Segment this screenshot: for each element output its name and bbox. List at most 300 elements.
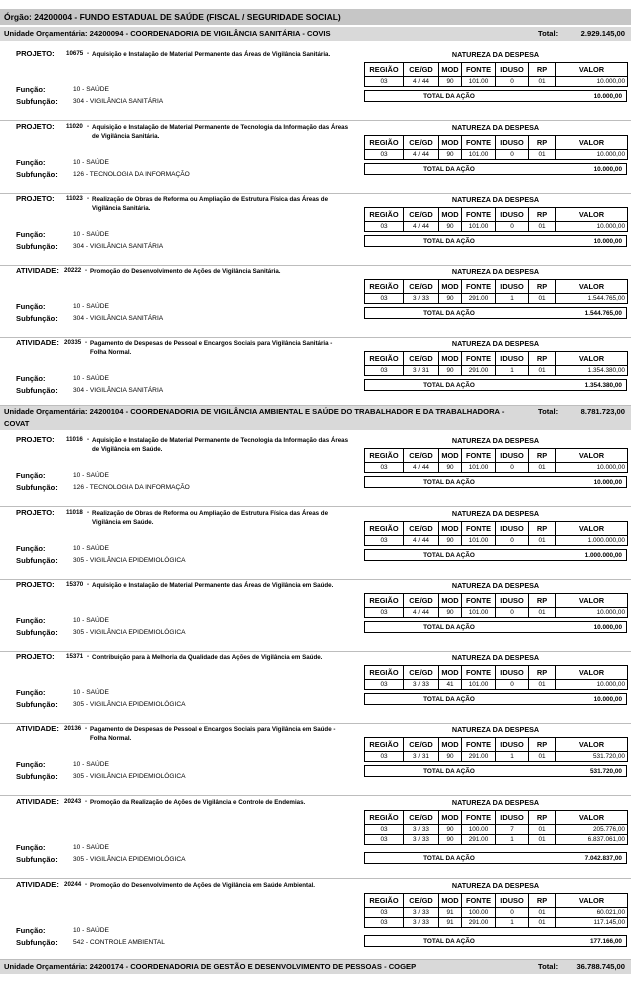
cell-regiao: 03 xyxy=(365,150,404,160)
total-acao-value: 177.166,00 xyxy=(590,938,622,945)
funcao-code: 10 xyxy=(73,303,81,310)
funcao-separator: - xyxy=(80,689,87,696)
funcao-separator: - xyxy=(80,545,87,552)
action-type-label: ATIVIDADE: xyxy=(16,338,59,347)
funcao-label: Função: xyxy=(16,230,46,239)
total-acao-label: TOTAL DA AÇÃO xyxy=(423,479,475,486)
funcao-label: Função: xyxy=(16,616,46,625)
action-type-label: PROJETO: xyxy=(16,194,55,203)
action-code-separator: - xyxy=(85,267,88,274)
action-type-label: PROJETO: xyxy=(16,49,55,58)
cell-iduso: 1 xyxy=(496,366,529,376)
column-header-cegd: CE/GD xyxy=(404,738,439,752)
total-acao-value: 7.042.837,00 xyxy=(584,855,622,862)
column-header-valor: VALOR xyxy=(556,738,628,752)
total-acao-label: TOTAL DA AÇÃO xyxy=(423,93,475,100)
column-header-iduso: IDUSO xyxy=(496,352,529,366)
column-header-mod: MOD xyxy=(439,894,462,908)
action-total-row xyxy=(364,163,627,175)
subfuncao-label: Subfunção: xyxy=(16,314,58,323)
unit-name: Unidade Orçamentária: 24200174 - COORDENADORIA DE GESTÃO E DESENVOLVIMENTO DE PESSOAS - COGEP xyxy=(4,962,417,971)
column-header-fonte: FONTE xyxy=(462,666,496,680)
action-block xyxy=(0,651,631,724)
action-block xyxy=(0,579,631,652)
natureza-heading: NATUREZA DA DESPESA xyxy=(451,339,540,348)
cell-regiao: 03 xyxy=(365,366,404,376)
action-code-separator: - xyxy=(87,509,90,516)
unit-total-value: 8.781.723,00 xyxy=(580,407,625,416)
funcao-label: Função: xyxy=(16,688,46,697)
action-block xyxy=(0,723,631,796)
action-type-label: PROJETO: xyxy=(16,508,55,517)
column-header-cegd: CE/GD xyxy=(404,352,439,366)
table-row xyxy=(365,908,628,918)
total-acao-value: 10.000,00 xyxy=(593,238,622,245)
table-row xyxy=(365,680,628,690)
unit-total-label: Total: xyxy=(538,29,559,38)
column-header-iduso: IDUSO xyxy=(496,208,529,222)
column-header-regiao: REGIÃO xyxy=(365,666,404,680)
column-header-valor: VALOR xyxy=(556,280,628,294)
subfuncao-name: VIGILÂNCIA SANITÁRIA xyxy=(89,243,164,250)
subfuncao-value xyxy=(73,773,186,780)
funcao-separator: - xyxy=(80,472,87,479)
subfuncao-value xyxy=(73,243,163,250)
table-row xyxy=(365,150,628,160)
total-acao-label: TOTAL DA AÇÃO xyxy=(423,382,475,389)
expense-table xyxy=(364,62,628,87)
funcao-name: SAÚDE xyxy=(86,86,109,93)
natureza-heading: NATUREZA DA DESPESA xyxy=(451,581,540,590)
subfuncao-value xyxy=(73,557,186,564)
subfuncao-separator: - xyxy=(84,557,90,564)
funcao-name: SAÚDE xyxy=(86,617,109,624)
subfuncao-label: Subfunção: xyxy=(16,772,58,781)
subfuncao-separator: - xyxy=(84,773,90,780)
cell-regiao: 03 xyxy=(365,835,404,845)
column-header-rp: RP xyxy=(529,738,556,752)
funcao-separator: - xyxy=(80,927,87,934)
column-header-valor: VALOR xyxy=(556,63,628,77)
funcao-label: Função: xyxy=(16,302,46,311)
action-type-label: ATIVIDADE: xyxy=(16,880,59,889)
table-row xyxy=(365,77,628,87)
subfuncao-separator: - xyxy=(84,243,90,250)
action-code-separator: - xyxy=(85,725,88,732)
cell-regiao: 03 xyxy=(365,77,404,87)
cell-iduso: 7 xyxy=(496,825,529,835)
column-header-fonte: FONTE xyxy=(462,352,496,366)
cell-regiao: 03 xyxy=(365,463,404,473)
table-header-row xyxy=(365,449,628,463)
cell-iduso: 0 xyxy=(496,150,529,160)
action-total-row xyxy=(364,693,627,705)
column-header-rp: RP xyxy=(529,208,556,222)
subfuncao-value xyxy=(73,701,186,708)
column-header-valor: VALOR xyxy=(556,811,628,825)
cell-cegd: 4 / 44 xyxy=(404,536,439,546)
total-acao-value: 1.000.000,00 xyxy=(584,552,622,559)
subfuncao-code: 126 xyxy=(73,484,85,491)
total-acao-value: 10.000,00 xyxy=(593,624,622,631)
funcao-name: SAÚDE xyxy=(86,472,109,479)
action-type-label: PROJETO: xyxy=(16,435,55,444)
unit-header xyxy=(0,406,631,430)
subfuncao-separator: - xyxy=(84,701,90,708)
action-block xyxy=(0,337,631,406)
unit-total-label: Total: xyxy=(538,962,559,971)
subfuncao-name: VIGILÂNCIA EPIDEMIOLÓGICA xyxy=(89,629,186,636)
cell-iduso: 1 xyxy=(496,294,529,304)
column-header-mod: MOD xyxy=(439,666,462,680)
subfuncao-code: 305 xyxy=(73,856,85,863)
action-code: 10675 xyxy=(66,50,84,57)
funcao-code: 10 xyxy=(73,844,81,851)
table-row xyxy=(365,536,628,546)
subfuncao-name: VIGILÂNCIA EPIDEMIOLÓGICA xyxy=(89,856,186,863)
funcao-label: Função: xyxy=(16,158,46,167)
cell-fonte: 101.00 xyxy=(462,608,496,618)
cell-fonte: 291.00 xyxy=(462,918,496,928)
cell-valor: 10.000,00 xyxy=(556,77,628,87)
subfuncao-value xyxy=(73,629,186,636)
funcao-label: Função: xyxy=(16,843,46,852)
funcao-label: Função: xyxy=(16,471,46,480)
natureza-heading: NATUREZA DA DESPESA xyxy=(451,436,540,445)
action-code: 20243 xyxy=(64,798,82,805)
cell-regiao: 03 xyxy=(365,294,404,304)
funcao-name: SAÚDE xyxy=(86,761,109,768)
total-acao-label: TOTAL DA AÇÃO xyxy=(423,310,475,317)
column-header-fonte: FONTE xyxy=(462,522,496,536)
action-code: 11023 xyxy=(66,195,83,202)
column-header-cegd: CE/GD xyxy=(404,522,439,536)
subfuncao-label: Subfunção: xyxy=(16,628,58,637)
column-header-regiao: REGIÃO xyxy=(365,594,404,608)
subfuncao-label: Subfunção: xyxy=(16,483,58,492)
funcao-separator: - xyxy=(80,617,87,624)
natureza-heading: NATUREZA DA DESPESA xyxy=(451,123,540,132)
expense-table xyxy=(364,207,628,232)
cell-regiao: 03 xyxy=(365,680,404,690)
column-header-cegd: CE/GD xyxy=(404,208,439,222)
action-total-row xyxy=(364,549,627,561)
subfuncao-code: 126 xyxy=(73,171,85,178)
column-header-iduso: IDUSO xyxy=(496,522,529,536)
column-header-rp: RP xyxy=(529,811,556,825)
action-total-row xyxy=(364,90,627,102)
cell-cegd: 4 / 44 xyxy=(404,463,439,473)
cell-fonte: 101.00 xyxy=(462,463,496,473)
column-header-mod: MOD xyxy=(439,136,462,150)
action-code: 20136 xyxy=(64,725,82,732)
table-header-row xyxy=(365,894,628,908)
subfuncao-value xyxy=(73,387,163,394)
subfuncao-label: Subfunção: xyxy=(16,556,58,565)
subfuncao-name: CONTROLE AMBIENTAL xyxy=(89,939,165,946)
column-header-mod: MOD xyxy=(439,594,462,608)
total-acao-label: TOTAL DA AÇÃO xyxy=(423,855,475,862)
funcao-code: 10 xyxy=(73,927,81,934)
action-total-row xyxy=(364,307,627,319)
cell-fonte: 100.00 xyxy=(462,825,496,835)
total-acao-label: TOTAL DA AÇÃO xyxy=(423,768,475,775)
action-code: 15370 xyxy=(66,581,84,588)
cell-valor: 10.000,00 xyxy=(556,680,628,690)
column-header-mod: MOD xyxy=(439,352,462,366)
action-type-label: ATIVIDADE: xyxy=(16,797,59,806)
subfuncao-code: 304 xyxy=(73,387,85,394)
cell-iduso: 0 xyxy=(496,463,529,473)
cell-cegd: 3 / 33 xyxy=(404,680,439,690)
unit-total-label: Total: xyxy=(538,407,559,416)
funcao-code: 10 xyxy=(73,472,81,479)
funcao-value xyxy=(73,617,109,624)
table-row xyxy=(365,752,628,762)
cell-fonte: 291.00 xyxy=(462,835,496,845)
cell-fonte: 100.00 xyxy=(462,908,496,918)
column-header-rp: RP xyxy=(529,352,556,366)
column-header-cegd: CE/GD xyxy=(404,811,439,825)
column-header-iduso: IDUSO xyxy=(496,594,529,608)
table-header-row xyxy=(365,280,628,294)
cell-mod: 41 xyxy=(439,680,462,690)
natureza-heading: NATUREZA DA DESPESA xyxy=(451,653,540,662)
subfuncao-label: Subfunção: xyxy=(16,242,58,251)
cell-iduso: 0 xyxy=(496,908,529,918)
funcao-code: 10 xyxy=(73,689,81,696)
cell-rp: 01 xyxy=(529,536,556,546)
expense-table xyxy=(364,665,628,690)
funcao-separator: - xyxy=(80,844,87,851)
cell-valor: 1.000.000,00 xyxy=(556,536,628,546)
funcao-separator: - xyxy=(80,231,87,238)
action-block xyxy=(0,434,631,507)
action-total-row xyxy=(364,379,627,391)
action-code-separator: - xyxy=(87,581,90,588)
column-header-cegd: CE/GD xyxy=(404,136,439,150)
column-header-mod: MOD xyxy=(439,63,462,77)
table-header-row xyxy=(365,522,628,536)
column-header-iduso: IDUSO xyxy=(496,738,529,752)
action-total-row xyxy=(364,235,627,247)
table-header-row xyxy=(365,738,628,752)
column-header-iduso: IDUSO xyxy=(496,136,529,150)
column-header-cegd: CE/GD xyxy=(404,280,439,294)
column-header-fonte: FONTE xyxy=(462,738,496,752)
cell-iduso: 1 xyxy=(496,752,529,762)
expense-table xyxy=(364,593,628,618)
column-header-mod: MOD xyxy=(439,811,462,825)
expense-table xyxy=(364,351,628,376)
action-description: Promoção do Desenvolvimento de Ações de Vigilância em Saúde Ambiental. xyxy=(90,882,315,889)
subfuncao-code: 542 xyxy=(73,939,85,946)
column-header-iduso: IDUSO xyxy=(496,280,529,294)
funcao-label: Função: xyxy=(16,926,46,935)
cell-mod: 91 xyxy=(439,908,462,918)
subfuncao-label: Subfunção: xyxy=(16,97,58,106)
subfuncao-value xyxy=(73,171,190,178)
subfuncao-separator: - xyxy=(84,387,90,394)
cell-cegd: 3 / 33 xyxy=(404,825,439,835)
subfuncao-separator: - xyxy=(84,939,90,946)
table-header-row xyxy=(365,208,628,222)
column-header-valor: VALOR xyxy=(556,136,628,150)
cell-cegd: 3 / 33 xyxy=(404,835,439,845)
subfuncao-code: 305 xyxy=(73,701,85,708)
subfuncao-name: TECNOLOGIA DA INFORMAÇÃO xyxy=(89,484,190,491)
table-row xyxy=(365,608,628,618)
subfuncao-separator: - xyxy=(84,856,90,863)
action-block xyxy=(0,48,631,121)
total-acao-value: 531.720,00 xyxy=(590,768,622,775)
action-description: Pagamento de Despesas de Pessoal e Encargos Sociais para Vigilância em Saúde - Folha Normal. xyxy=(90,726,336,742)
total-acao-value: 1.544.765,00 xyxy=(584,310,622,317)
column-header-fonte: FONTE xyxy=(462,280,496,294)
cell-fonte: 291.00 xyxy=(462,752,496,762)
action-code-separator: - xyxy=(87,50,90,57)
subfuncao-code: 305 xyxy=(73,773,85,780)
table-row xyxy=(365,463,628,473)
action-code-separator: - xyxy=(85,881,88,888)
cell-mod: 90 xyxy=(439,463,462,473)
action-description: Realização de Obras de Reforma ou Ampliação de Estrutura Física das Áreas de Vigilância Sanitária. xyxy=(92,196,329,212)
cell-fonte: 101.00 xyxy=(462,536,496,546)
column-header-fonte: FONTE xyxy=(462,449,496,463)
subfuncao-value xyxy=(73,939,165,946)
expense-table xyxy=(364,737,628,762)
action-total-row xyxy=(364,935,627,947)
action-code: 20335 xyxy=(64,339,82,346)
subfuncao-separator: - xyxy=(84,315,90,322)
column-header-iduso: IDUSO xyxy=(496,811,529,825)
column-header-rp: RP xyxy=(529,280,556,294)
total-acao-label: TOTAL DA AÇÃO xyxy=(423,624,475,631)
column-header-iduso: IDUSO xyxy=(496,666,529,680)
funcao-label: Função: xyxy=(16,374,46,383)
action-block xyxy=(0,507,631,580)
funcao-name: SAÚDE xyxy=(86,231,109,238)
cell-cegd: 3 / 31 xyxy=(404,366,439,376)
funcao-name: SAÚDE xyxy=(86,844,109,851)
column-header-rp: RP xyxy=(529,894,556,908)
subfuncao-name: VIGILÂNCIA EPIDEMIOLÓGICA xyxy=(89,773,186,780)
action-description: Aquisição e Instalação de Material Permanente de Tecnologia da Informação das Áreas de Vigilância em Saúde. xyxy=(92,437,349,453)
column-header-cegd: CE/GD xyxy=(404,449,439,463)
action-type-label: ATIVIDADE: xyxy=(16,724,59,733)
cell-iduso: 0 xyxy=(496,608,529,618)
cell-mod: 90 xyxy=(439,294,462,304)
cell-valor: 6.837.061,00 xyxy=(556,835,628,845)
cell-rp: 01 xyxy=(529,680,556,690)
subfuncao-label: Subfunção: xyxy=(16,700,58,709)
column-header-fonte: FONTE xyxy=(462,594,496,608)
subfuncao-separator: - xyxy=(84,629,90,636)
action-description: Pagamento de Despesas de Pessoal e Encargos Sociais para Vigilância Sanitária - Folha Normal. xyxy=(90,340,333,356)
cell-iduso: 0 xyxy=(496,680,529,690)
action-code-separator: - xyxy=(87,436,90,443)
natureza-heading: NATUREZA DA DESPESA xyxy=(451,881,540,890)
funcao-value xyxy=(73,303,109,310)
subfuncao-code: 304 xyxy=(73,243,85,250)
cell-cegd: 3 / 31 xyxy=(404,752,439,762)
cell-rp: 01 xyxy=(529,835,556,845)
funcao-value xyxy=(73,231,109,238)
subfuncao-label: Subfunção: xyxy=(16,386,58,395)
cell-valor: 10.000,00 xyxy=(556,463,628,473)
cell-valor: 531.720,00 xyxy=(556,752,628,762)
cell-rp: 01 xyxy=(529,150,556,160)
column-header-valor: VALOR xyxy=(556,666,628,680)
subfuncao-value xyxy=(73,484,190,491)
cell-cegd: 3 / 33 xyxy=(404,918,439,928)
total-acao-value: 10.000,00 xyxy=(593,93,622,100)
action-code: 20244 xyxy=(64,881,82,888)
subfuncao-name: VIGILÂNCIA SANITÁRIA xyxy=(89,315,164,322)
cell-mod: 90 xyxy=(439,835,462,845)
cell-rp: 01 xyxy=(529,463,556,473)
column-header-fonte: FONTE xyxy=(462,63,496,77)
unit-name: Unidade Orçamentária: 24200094 - COORDENADORIA DE VIGILÂNCIA SANITÁRIA - COVIS xyxy=(4,29,331,38)
expense-table xyxy=(364,279,628,304)
cell-fonte: 291.00 xyxy=(462,366,496,376)
action-code-separator: - xyxy=(85,339,88,346)
total-acao-label: TOTAL DA AÇÃO xyxy=(423,696,475,703)
funcao-name: SAÚDE xyxy=(86,303,109,310)
unit-name: Unidade Orçamentária: 24200104 - COORDENADORIA DE VIGILÂNCIA AMBIENTAL E SAÚDE DO TRABALHADOR E DA TRABALHADORA - COVAT xyxy=(4,407,505,428)
cell-rp: 01 xyxy=(529,366,556,376)
action-description: Promoção do Desenvolvimento de Ações de Vigilância Sanitária. xyxy=(90,268,281,275)
column-header-mod: MOD xyxy=(439,280,462,294)
total-acao-label: TOTAL DA AÇÃO xyxy=(423,552,475,559)
orgao-header: Órgão: 24200004 - FUNDO ESTADUAL DE SAÚDE (FISCAL / SEGURIDADE SOCIAL) xyxy=(0,9,631,25)
subfuncao-value xyxy=(73,856,186,863)
natureza-heading: NATUREZA DA DESPESA xyxy=(451,509,540,518)
action-code-separator: - xyxy=(87,123,90,130)
funcao-separator: - xyxy=(80,159,87,166)
table-row xyxy=(365,222,628,232)
action-block xyxy=(0,121,631,194)
cell-mod: 90 xyxy=(439,825,462,835)
action-description: Contribuição para à Melhoria da Qualidade das Ações de Vigilância em Saúde. xyxy=(92,654,323,661)
action-code-separator: - xyxy=(87,653,90,660)
funcao-code: 10 xyxy=(73,545,81,552)
cell-regiao: 03 xyxy=(365,825,404,835)
cell-mod: 90 xyxy=(439,608,462,618)
funcao-value xyxy=(73,375,109,382)
funcao-value xyxy=(73,472,109,479)
table-row xyxy=(365,918,628,928)
column-header-valor: VALOR xyxy=(556,208,628,222)
funcao-label: Função: xyxy=(16,85,46,94)
cell-fonte: 101.00 xyxy=(462,222,496,232)
cell-regiao: 03 xyxy=(365,752,404,762)
action-type-label: PROJETO: xyxy=(16,652,55,661)
subfuncao-code: 305 xyxy=(73,629,85,636)
action-code: 11016 xyxy=(66,436,83,443)
column-header-iduso: IDUSO xyxy=(496,63,529,77)
cell-regiao: 03 xyxy=(365,908,404,918)
funcao-code: 10 xyxy=(73,375,81,382)
subfuncao-name: VIGILÂNCIA SANITÁRIA xyxy=(89,98,164,105)
funcao-separator: - xyxy=(80,761,87,768)
unit-header xyxy=(0,27,631,41)
funcao-code: 10 xyxy=(73,231,81,238)
action-type-label: PROJETO: xyxy=(16,122,55,131)
subfuncao-code: 305 xyxy=(73,557,85,564)
column-header-cegd: CE/GD xyxy=(404,894,439,908)
cell-mod: 90 xyxy=(439,536,462,546)
